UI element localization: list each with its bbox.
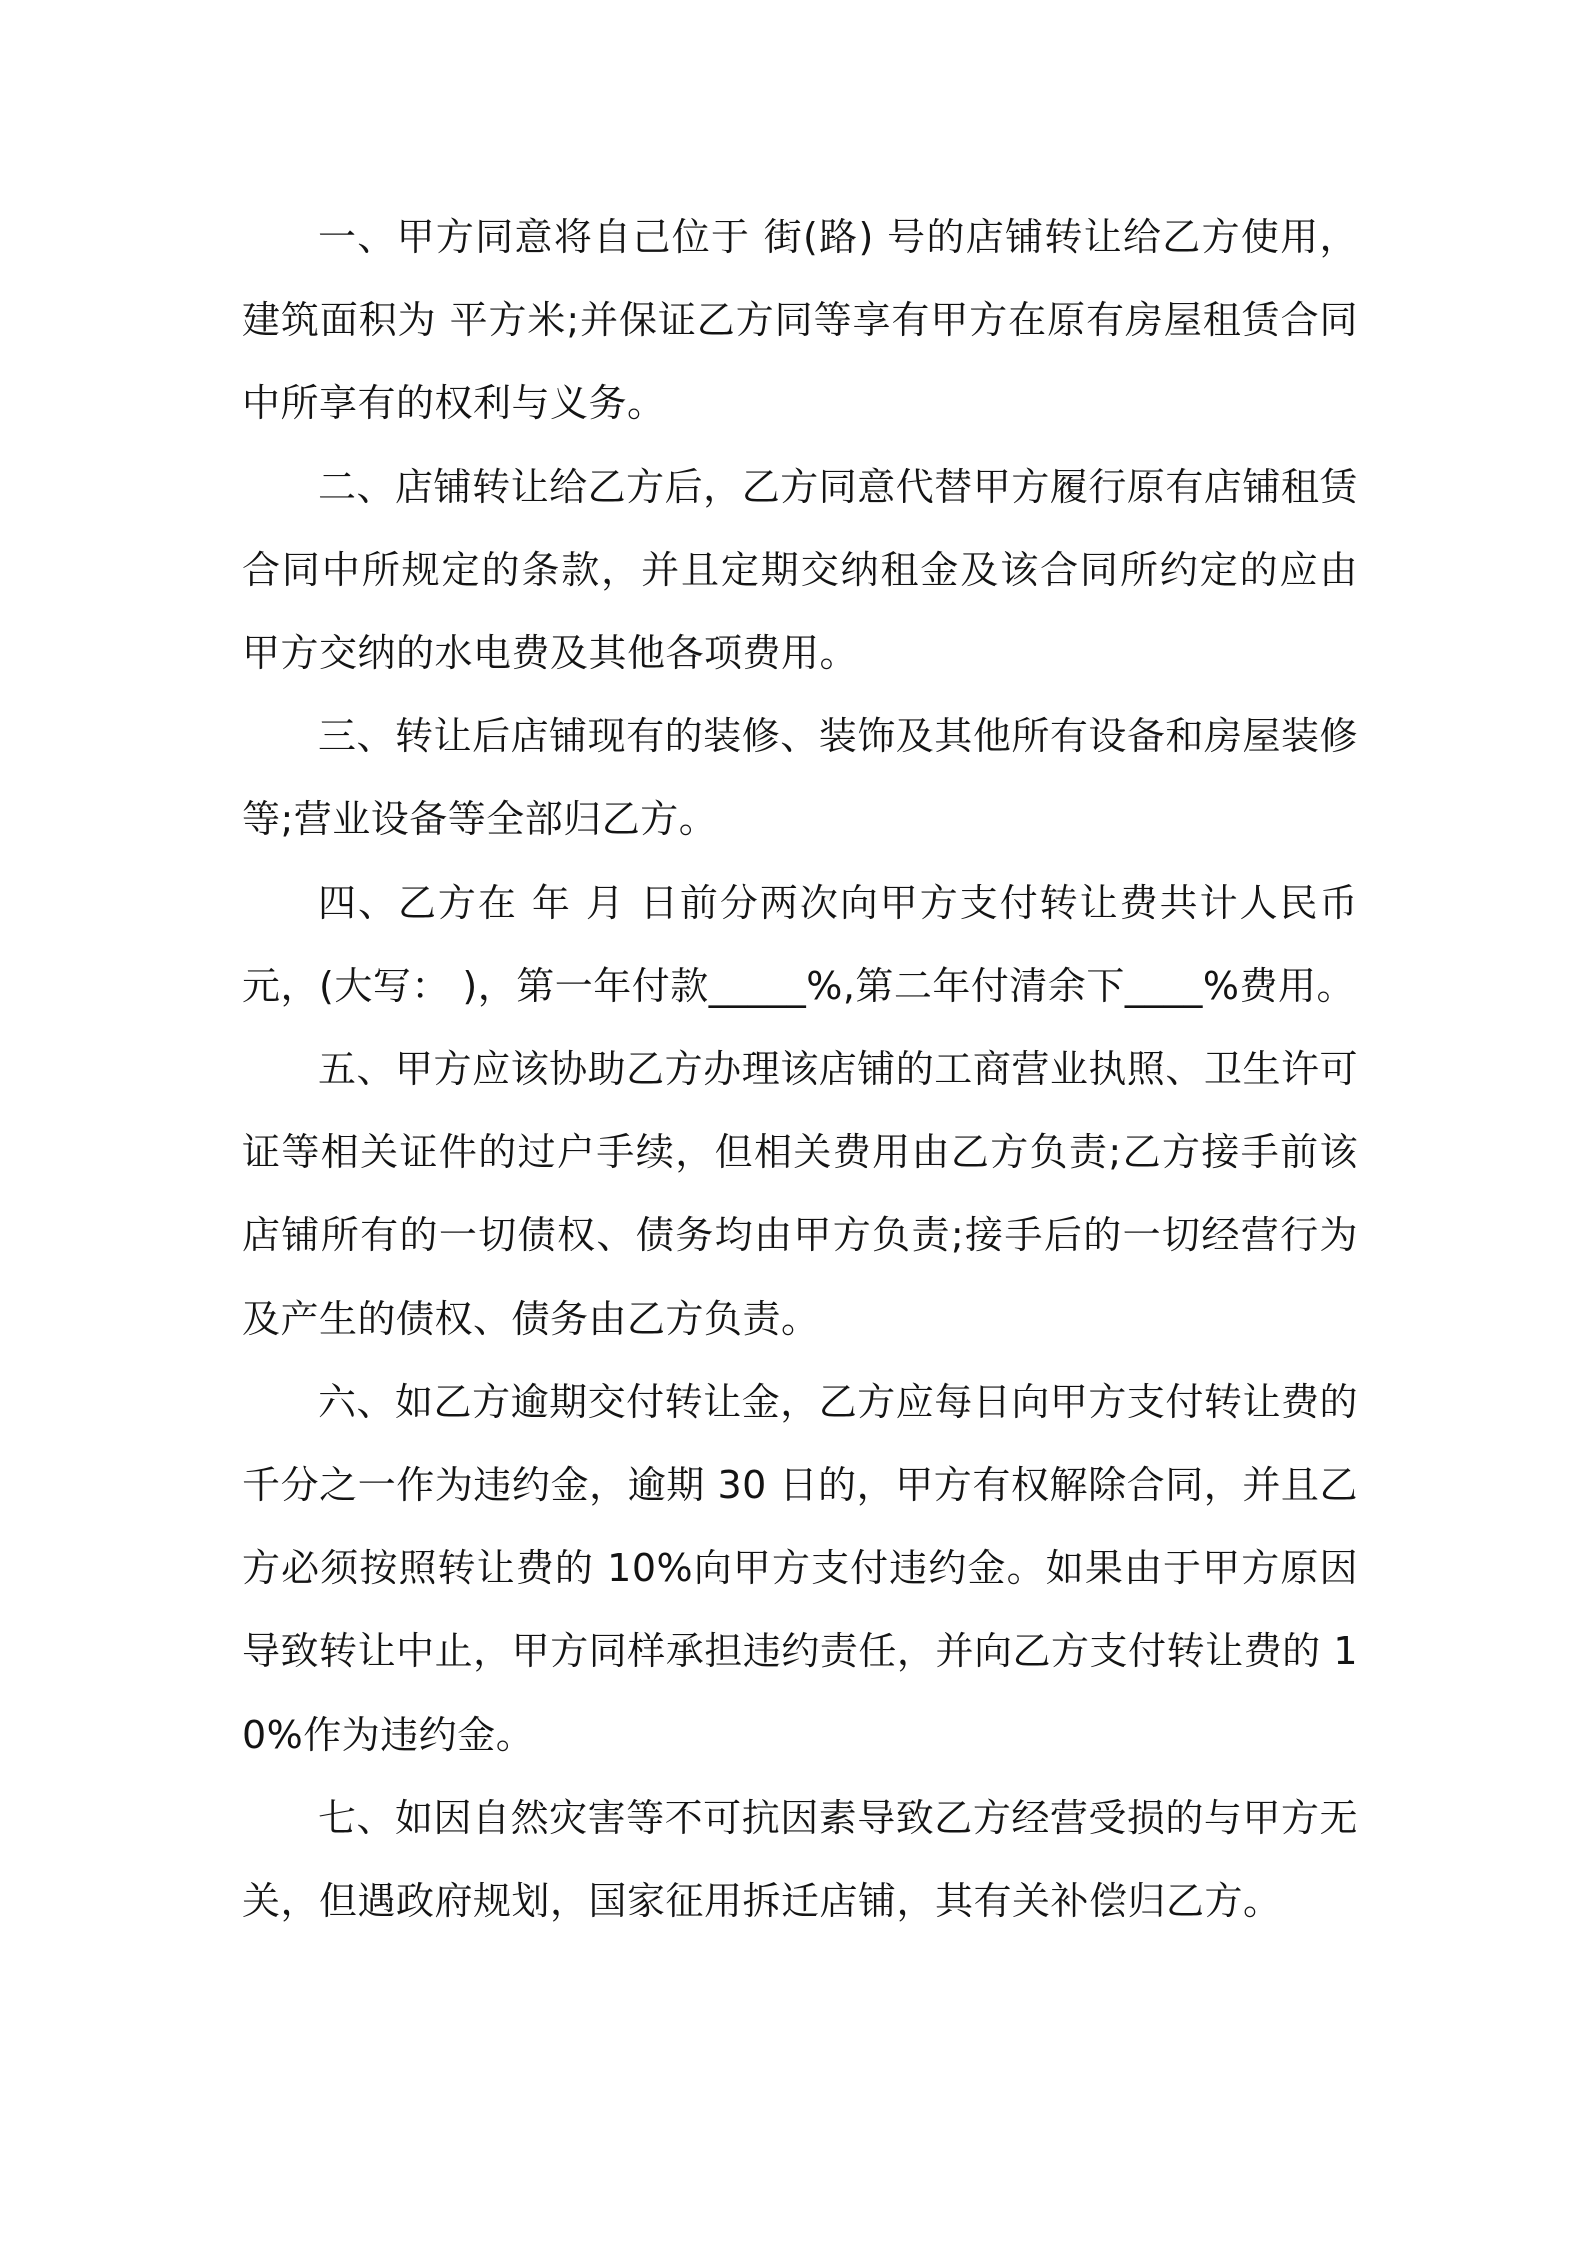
contract-body [242, 196, 1358, 1943]
clause-3: 三、转让后店铺现有的装修、装饰及其他所有设备和房屋装修等;营业设备等全部归乙方。 [242, 714, 1358, 842]
clause-4: 四、乙方在 年 月 日前分两次向甲方支付转让费共计人民币 元，(大写： )，第一年付款_____%,第二年付清余下____%费用。 [242, 880, 1358, 1008]
clause-7: 七、如因自然灾害等不可抗因素导致乙方经营受损的与甲方无关，但遇政府规划，国家征用拆迁店铺，其有关补偿归乙方。 [242, 1795, 1358, 1924]
clause-6: 六、如乙方逾期交付转让金，乙方应每日向甲方支付转让费的千分之一作为违约金，逾期 30 日的，甲方有权解除合同，并且乙方必须按照转让费的 10%向甲方支付违约金。如果由于甲方原因导致转让中止，甲方同样承担违约责任，并向乙方支付转让费的 10%作为违约金。 [242, 1379, 1358, 1757]
clause-2: 二、店铺转让给乙方后，乙方同意代替甲方履行原有店铺租赁合同中所规定的条款，并且定期交纳租金及该合同所约定的应由甲方交纳的水电费及其他各项费用。 [242, 464, 1358, 676]
clause-1: 一、甲方同意将自己位于 街(路) 号的店铺转让给乙方使用，建筑面积为 平方米;并保证乙方同等享有甲方在原有房屋租赁合同中所享有的权利与义务。 [242, 215, 1358, 426]
clause-5: 五、甲方应该协助乙方办理该店铺的工商营业执照、卫生许可证等相关证件的过户手续，但相关费用由乙方负责;乙方接手前该店铺所有的一切债权、债务均由甲方负责;接手后的一切经营行为及产生的债权、债务由乙方负责。 [242, 1047, 1358, 1341]
